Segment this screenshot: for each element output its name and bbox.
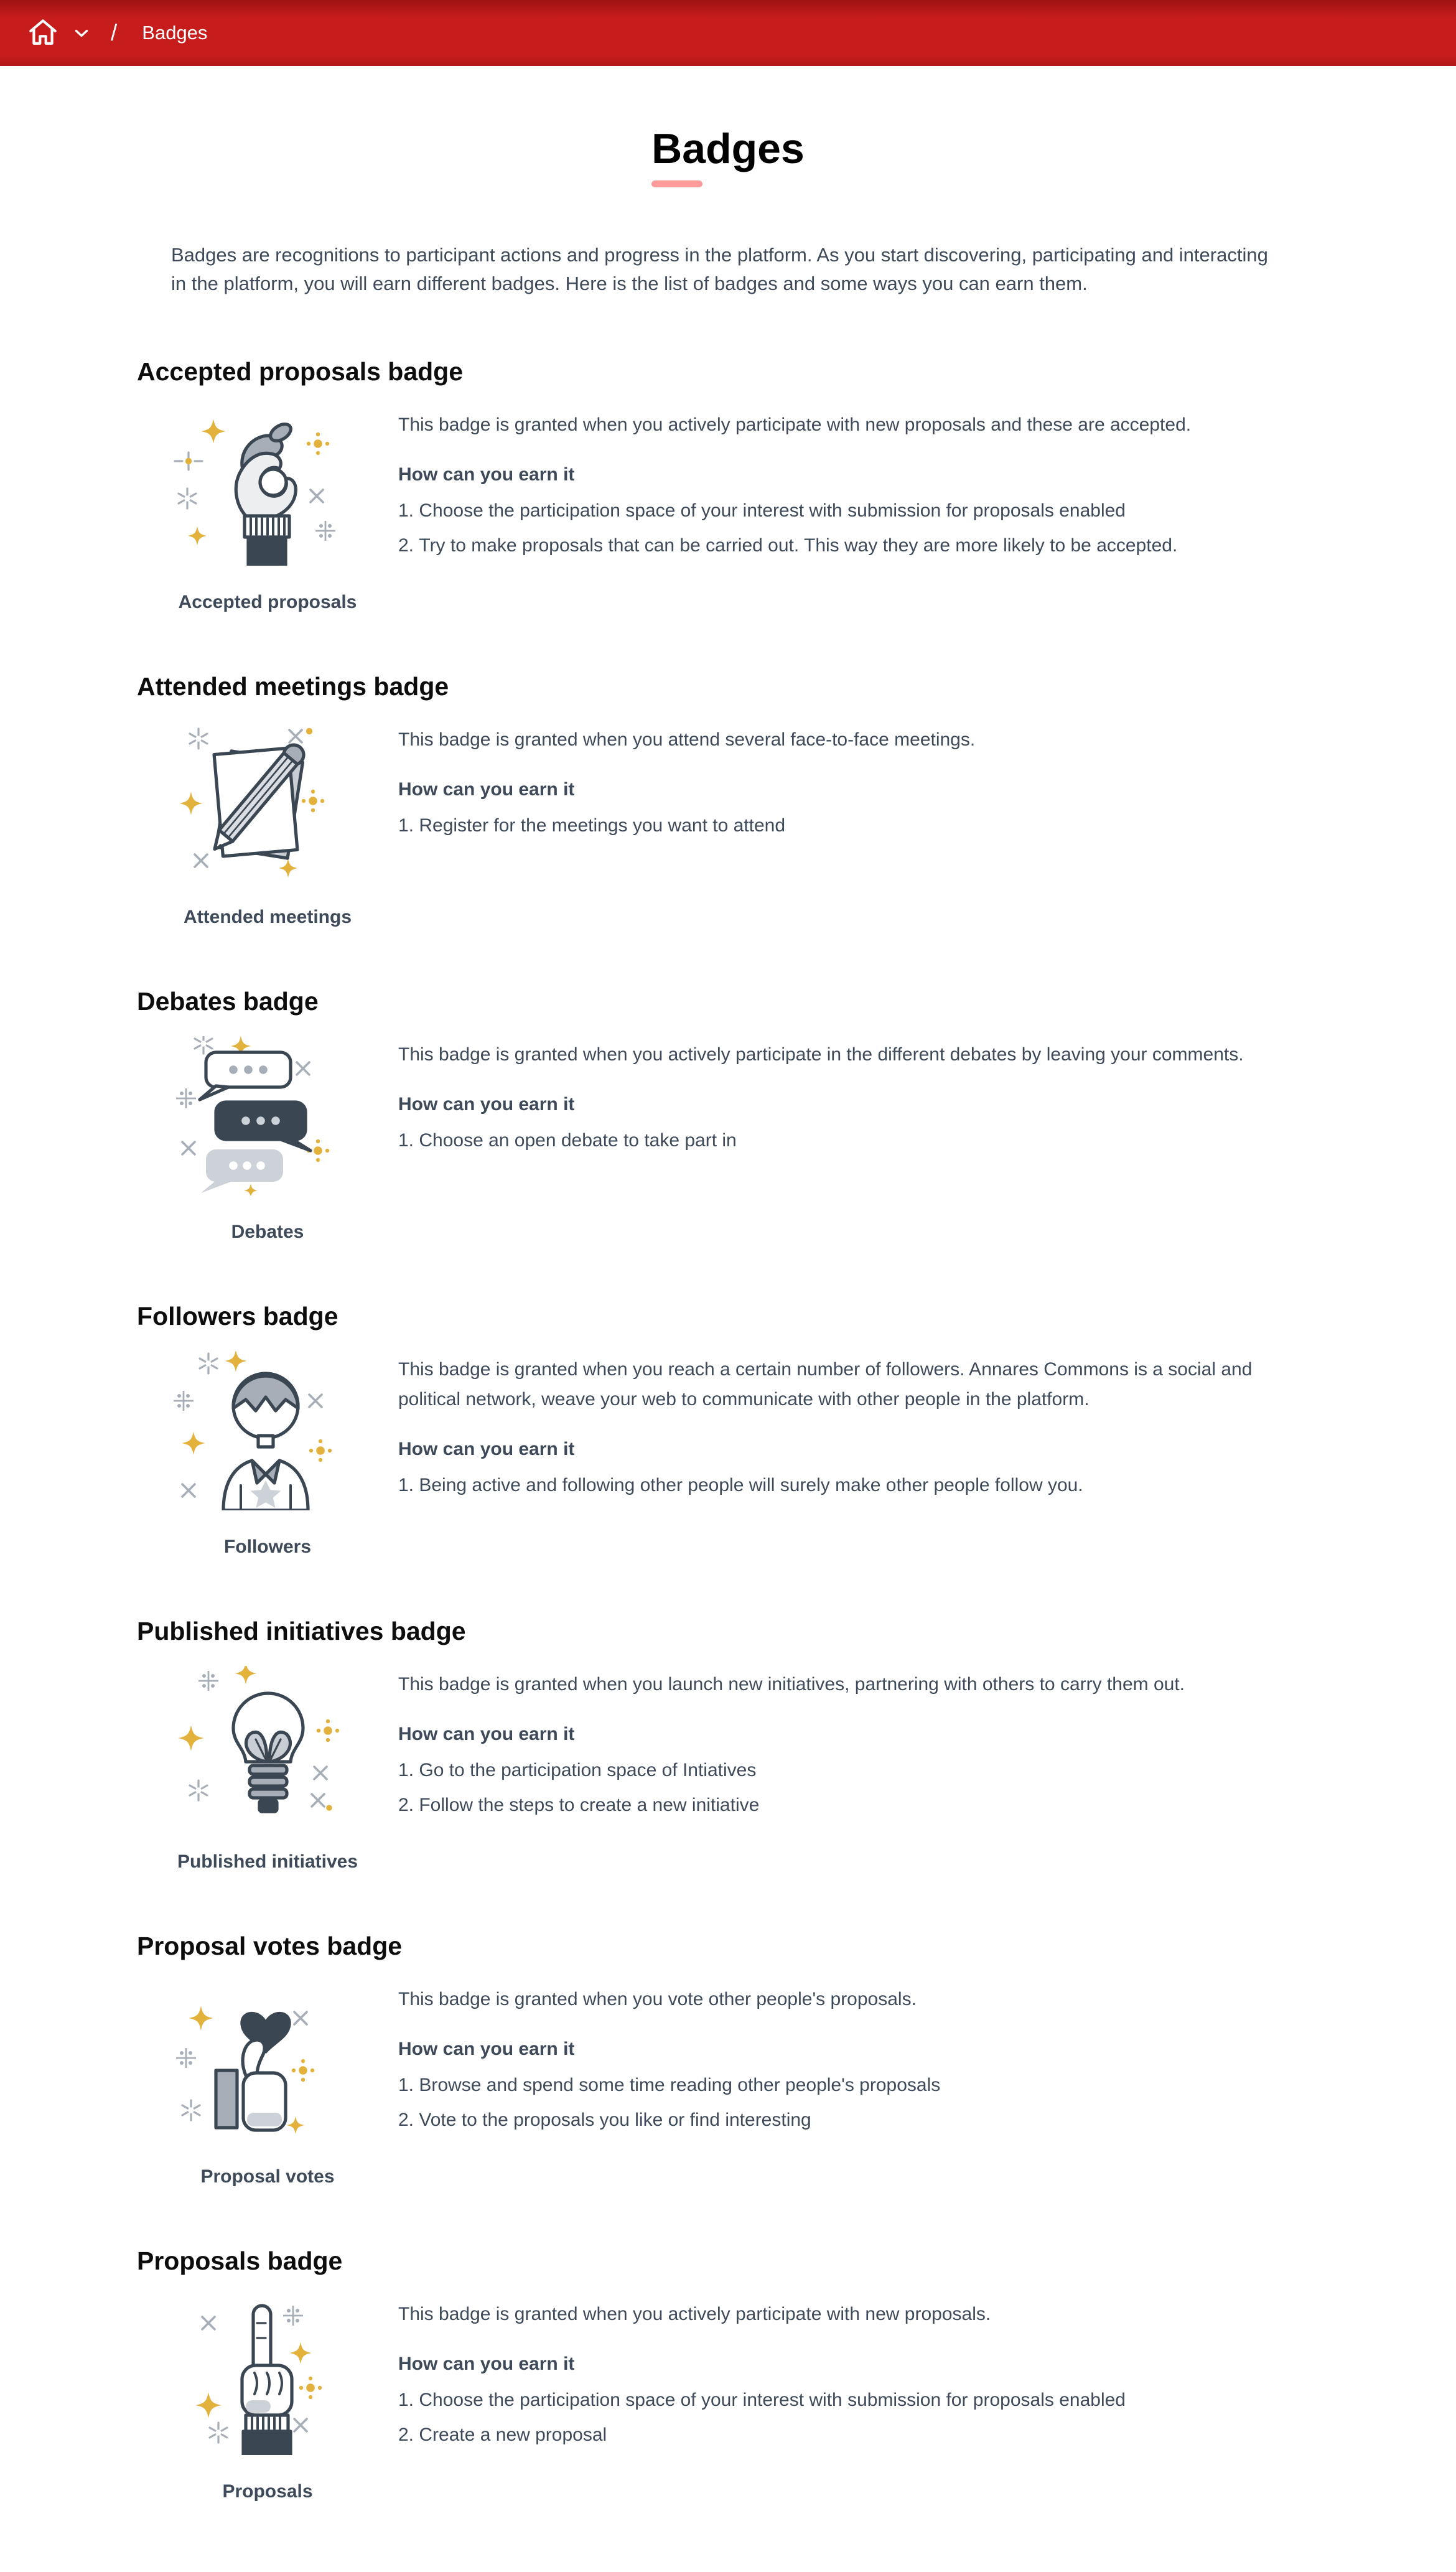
badge-caption: Debates [231,1221,304,1242]
badge-text-column [398,721,1319,841]
badge-section-heading: Published initiatives badge [137,1616,466,1645]
badge-section [137,2243,1319,2502]
badge-caption: Proposal votes [200,2166,335,2187]
badge-section-row [137,1981,1319,2187]
badge-icon-column [137,1666,398,1873]
badge-icon-column [137,1981,398,2187]
badge-section-heading: Followers badge [137,1301,338,1330]
debates-illustration-icon [171,1036,364,1195]
earn-steps [398,1471,1300,1500]
badge-section-heading: Debates badge [137,986,319,1016]
breadcrumb-current[interactable]: Badges [142,22,208,44]
badge-description: This badge is granted when you launch new initiatives, partnering with others to carry them out. [398,1673,1185,1695]
badge-text-column [398,1981,1319,2135]
earn-steps [398,1126,1300,1156]
earn-step: 1. Choose an open debate to take part in [398,1126,1300,1156]
badge-section [137,354,1319,613]
badge-text-column [398,406,1319,561]
earn-step: 2. Create a new proposal [398,2420,1300,2450]
earn-step: 1. Go to the participation space of Intiatives [398,1756,1300,1785]
earn-steps [398,2070,1300,2135]
badge-section [137,1299,1319,1558]
earn-heading: How can you earn it [398,1438,575,1459]
earn-step: 2. Follow the steps to create a new initiative [398,1790,1300,1820]
badge-section-heading: Proposal votes badge [137,1931,403,1960]
badge-description: This badge is granted when you actively participate in the different debates by leaving your comments. [398,1044,1244,1065]
chevron-down-icon[interactable] [75,29,88,37]
published-initiatives-illustration-icon [171,1666,364,1825]
earn-steps [398,496,1300,561]
home-icon [27,17,58,49]
badge-section-heading: Proposals badge [137,2246,343,2275]
earn-step: 2. Try to make proposals that can be carried out. This way they are more likely to be accepted. [398,531,1300,561]
attended-meetings-illustration-icon [171,721,364,881]
earn-steps [398,2385,1300,2450]
badge-section-row [137,721,1319,928]
earn-step: 1. Choose the participation space of your interest with submission for proposals enabled [398,2385,1300,2415]
badge-section [137,1614,1319,1873]
badge-caption: Followers [223,1536,312,1557]
earn-step: 1. Browse and spend some time reading other people's proposals [398,2070,1300,2100]
breadcrumb-separator: / [111,20,118,45]
page-title-block [0,126,1456,187]
badge-icon-column [137,721,398,928]
badge-section-row [137,406,1319,613]
badge-text-column [398,1036,1319,1156]
badge-section-row [137,1351,1319,1558]
followers-illustration-icon [171,1351,364,1510]
badge-icon-column [137,1351,398,1558]
accepted-proposals-illustration-icon [171,406,364,566]
badge-section-row [137,1036,1319,1243]
proposals-illustration-icon [171,2296,364,2455]
main-content [0,126,1456,2540]
badge-section [137,669,1319,928]
earn-step: 1. Being active and following other people will surely make other people follow you. [398,1471,1300,1500]
earn-step: 1. Register for the meetings you want to attend [398,811,1300,841]
badge-caption: Proposals [222,2481,313,2502]
badge-icon-column [137,2296,398,2502]
badge-section-row [137,1666,1319,1873]
badge-description: This badge is granted when you actively participate with new proposals. [398,2303,991,2324]
proposal-votes-illustration-icon [171,1981,364,2140]
badge-description: This badge is granted when you vote other people's proposals. [398,1988,917,2009]
earn-heading: How can you earn it [398,464,575,485]
badge-section [137,1929,1319,2187]
earn-step: 1. Choose the participation space of your interest with submission for proposals enabled [398,496,1300,526]
badge-section-row [137,2296,1319,2502]
page-intro: Badges are recognitions to participant actions and progress in the platform. As you start discovering, participating and interacting in the platform, you will earn different badges. Here is the list of badges and some ways you can earn them. [171,243,1268,294]
badge-section-heading: Accepted proposals badge [137,357,464,386]
badge-icon-column [137,406,398,613]
badge-text-column [398,1351,1319,1500]
badge-section [137,984,1319,1243]
badge-description: This badge is granted when you attend several face-to-face meetings. [398,729,976,750]
earn-heading: How can you earn it [398,2038,575,2059]
earn-heading: How can you earn it [398,1723,575,1744]
badge-description: This badge is granted when you reach a certain number of followers. Annares Commons is a social and political network, weave your web to communicate with other people in the platform. [398,1358,1253,1410]
home-link[interactable] [27,17,58,49]
earn-heading: How can you earn it [398,779,575,800]
earn-steps [398,1756,1300,1820]
page-title: Badges [651,126,805,187]
badge-description: This badge is granted when you actively participate with new proposals and these are accepted. [398,414,1192,435]
breadcrumb-bar [0,0,1456,66]
badge-icon-column [137,1036,398,1243]
badge-section-heading: Attended meetings badge [137,671,449,701]
badge-caption: Published initiatives [177,1851,358,1872]
earn-heading: How can you earn it [398,1093,575,1115]
earn-heading: How can you earn it [398,2353,575,2374]
earn-step: 2. Vote to the proposals you like or find interesting [398,2105,1300,2135]
earn-steps [398,811,1300,841]
badge-caption: Accepted proposals [178,591,357,612]
badge-text-column [398,2296,1319,2450]
badge-caption: Attended meetings [183,906,352,927]
badge-text-column [398,1666,1319,1820]
badge-sections [137,354,1319,2540]
